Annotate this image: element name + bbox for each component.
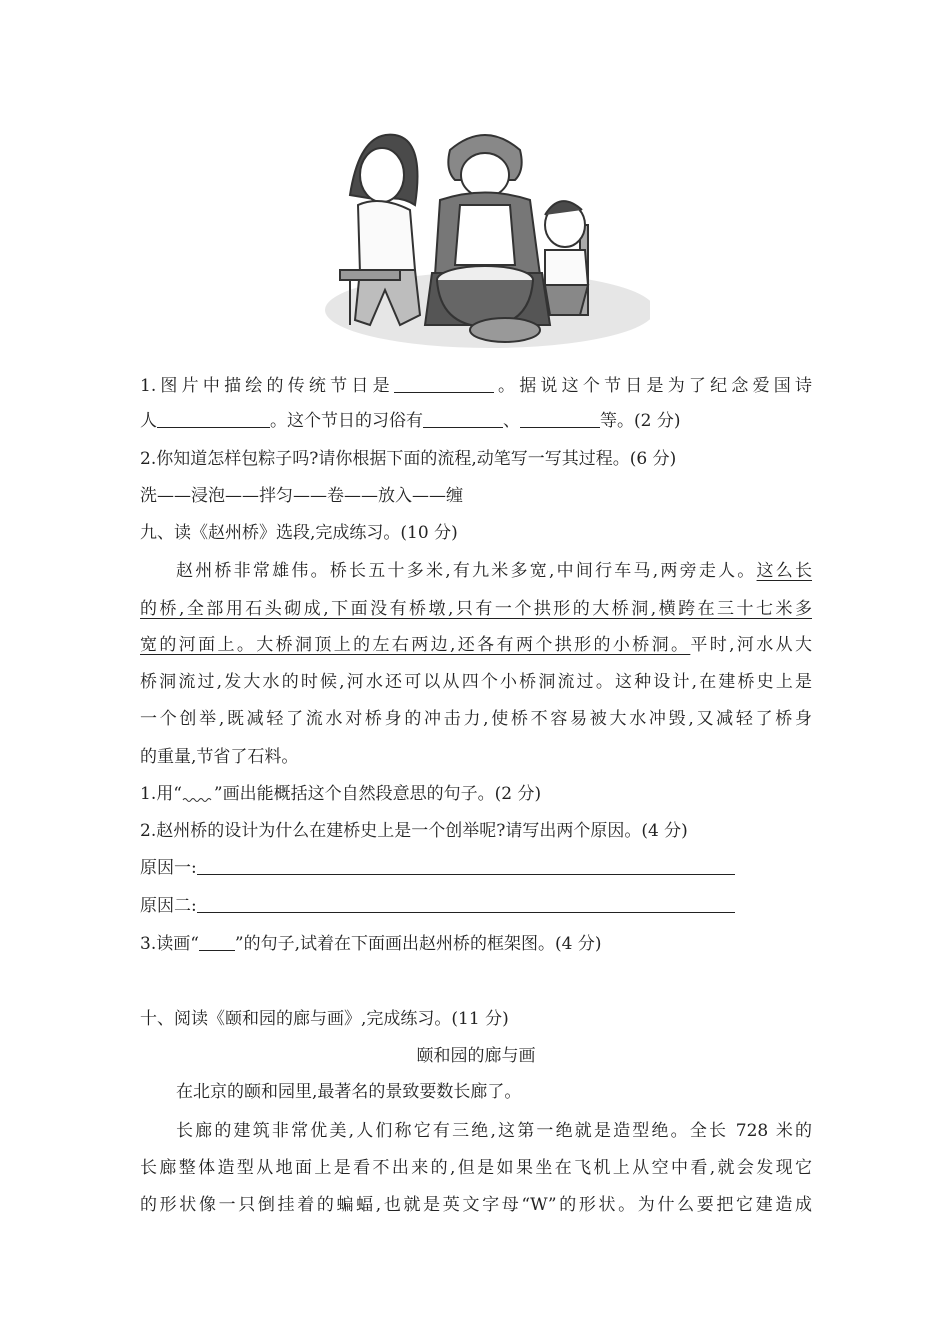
question-text: 等。(2 分) xyxy=(600,411,681,431)
reason-label: 原因二: xyxy=(140,896,197,916)
boy-figure xyxy=(545,201,588,315)
answer-blank-reason-1[interactable] xyxy=(197,858,735,875)
passage-line: 的重量,节省了石料。 xyxy=(140,747,299,767)
answer-blank-reason-2[interactable] xyxy=(197,896,735,913)
straight-underline-mark xyxy=(199,934,235,951)
question-text: ”画出能概括这个自然段意思的句子。(2 分) xyxy=(213,784,542,804)
question-text: ”的句子,试着在下面画出赵州桥的框架图。(4 分) xyxy=(234,934,602,954)
article-title: 颐和园的廊与画 xyxy=(416,1046,536,1066)
reason-1-row xyxy=(140,857,812,879)
question-text: 。这个节日的习俗有 xyxy=(270,411,423,431)
question-text: 1.图片中描绘的传统节日是 xyxy=(140,376,394,396)
section-9-question-2: 2.赵州桥的设计为什么在建桥史上是一个创举呢?请写出两个原因。(4 分) xyxy=(140,821,688,841)
question-2: 2.你知道怎样包粽子吗?请你根据下面的流程,动笔写一写其过程。(6 分) xyxy=(140,449,677,469)
zongzi-flow: 洗——浸泡——拌匀——卷——放入——缠 xyxy=(140,486,463,506)
answer-blank-custom-1[interactable] xyxy=(423,411,503,428)
answer-blank-custom-2[interactable] xyxy=(520,411,600,428)
answer-blank-festival[interactable] xyxy=(394,376,494,393)
passage-line: 在北京的颐和园里,最著名的景致要数长廊了。 xyxy=(176,1082,522,1102)
passage-line xyxy=(140,634,812,656)
underlined-sentence: 的桥,全部用石头砌成,下面没有桥墩,只有一个拱形的大桥洞,横跨在三十七米多 xyxy=(140,599,812,619)
reason-2-row xyxy=(140,895,812,917)
reason-label: 原因一: xyxy=(140,858,197,878)
passage-line xyxy=(176,560,812,582)
wavy-underline-mark xyxy=(182,789,214,803)
question-1-line-1 xyxy=(140,375,812,397)
section-9-question-1 xyxy=(140,783,812,805)
passage-line: 桥洞流过,发大水的时候,河水还可以从四个小桥洞流过。这种设计,在建桥史上是 xyxy=(140,672,812,692)
underlined-sentence: 这么长 xyxy=(756,561,813,581)
passage-line: 长廊的建筑非常优美,人们称它有三绝,这第一绝就是造型绝。全长 728 米的 xyxy=(176,1121,812,1141)
question-text: 、 xyxy=(503,411,520,431)
passage-line: 一个创举,既减轻了流水对桥身的冲击力,使桥不容易被大水冲毁,又减轻了桥身 xyxy=(140,709,812,729)
answer-blank-poet[interactable] xyxy=(157,411,270,428)
passage-line: 长廊整体造型从地面上是看不出来的,但是如果坐在飞机上从空中看,就会发现它 xyxy=(140,1158,812,1178)
passage-line: 的形状像一只倒挂着的蝙蝠,也就是英文字母“W”的形状。为什么要把它建造成 xyxy=(140,1195,812,1215)
question-1-line-2 xyxy=(140,410,680,432)
question-text: 3.读画“ xyxy=(140,934,199,954)
question-text: 人 xyxy=(140,411,157,431)
section-9-heading: 九、读《赵州桥》选段,完成练习。(10 分) xyxy=(140,523,458,543)
section-10-heading: 十、阅读《颐和园的廊与画》,完成练习。(11 分) xyxy=(140,1009,509,1029)
question-text: 。据说这个节日是为了纪念爱国诗 xyxy=(493,376,812,396)
underlined-sentence: 宽的河面上。大桥洞顶上的左右两边,还各有两个拱形的小桥洞。 xyxy=(140,635,691,655)
passage-text: 赵州桥非常雄伟。桥长五十多米,有九米多宽,中间行车马,两旁走人。 xyxy=(176,561,757,581)
passage-text: 平时,河水从大 xyxy=(690,635,813,655)
question-text: 1.用“ xyxy=(140,784,182,804)
section-9-question-3 xyxy=(140,933,812,955)
family-making-zongzi-illustration xyxy=(320,125,650,355)
